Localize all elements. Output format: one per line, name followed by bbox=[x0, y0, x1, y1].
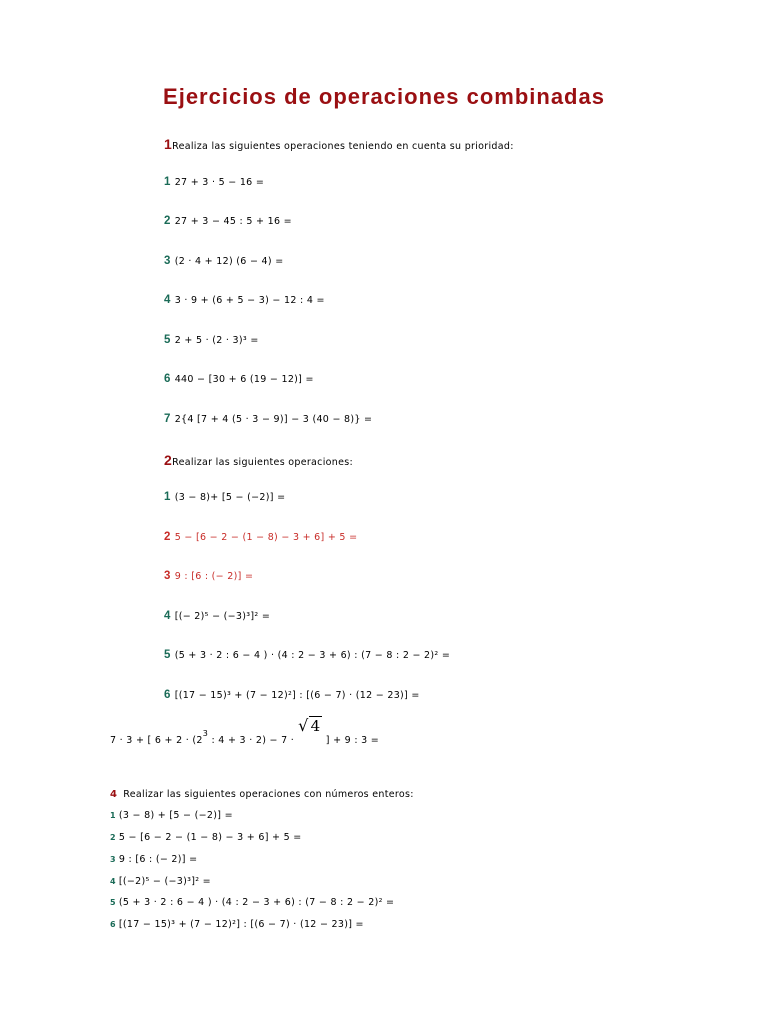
exercise-number: 2 bbox=[110, 833, 116, 842]
section2-instruction: Realizar las siguientes operaciones: bbox=[172, 457, 353, 468]
section4-number: 4 bbox=[110, 789, 118, 800]
exercise-1-1 bbox=[164, 176, 264, 188]
exercise-number: 6 bbox=[110, 920, 116, 929]
exercise-expression: [(−2)⁵ − (−3)³]² = bbox=[118, 876, 211, 887]
exercise-expression: 9 : [6 : (− 2)] = bbox=[118, 854, 198, 865]
exercise-expression: (3 − 8)+ [5 − (−2)] = bbox=[174, 492, 286, 503]
exercise-number: 6 bbox=[164, 689, 171, 701]
exercise-number: 3 bbox=[164, 570, 171, 582]
exercise-number: 4 bbox=[110, 877, 116, 886]
square-root bbox=[298, 716, 322, 735]
section2-number: 2 bbox=[164, 452, 173, 468]
exercise-number: 4 bbox=[164, 610, 171, 622]
exercise-2-6 bbox=[164, 689, 420, 701]
section2-heading bbox=[164, 452, 353, 468]
exercise-4-6 bbox=[110, 919, 364, 930]
equation-part-2: : 4 + 3 · 2) − 7 · bbox=[208, 735, 295, 746]
radicand: 4 bbox=[310, 717, 321, 735]
equation-with-root bbox=[110, 716, 380, 748]
exercise-number: 7 bbox=[164, 413, 171, 425]
section4-instruction: Realizar las siguientes operaciones con números enteros: bbox=[123, 789, 414, 800]
exercise-number: 5 bbox=[164, 334, 171, 346]
equation-part-1: 7 · 3 + [ 6 + 2 · (2 bbox=[110, 735, 203, 746]
section1-heading bbox=[164, 136, 514, 152]
exercise-number: 5 bbox=[164, 649, 171, 661]
exercise-expression: 5 − [6 − 2 − (1 − 8) − 3 + 6] + 5 = bbox=[118, 832, 302, 843]
exercise-1-3 bbox=[164, 255, 283, 267]
exercise-expression: (5 + 3 · 2 : 6 − 4 ) · (4 : 2 − 3 + 6) : (7 − 8 : 2 − 2)² = bbox=[118, 897, 395, 908]
exercise-expression: 5 − [6 − 2 − (1 − 8) − 3 + 6] + 5 = bbox=[174, 532, 358, 543]
exercise-1-2 bbox=[164, 215, 292, 227]
exercise-2-4 bbox=[164, 610, 270, 622]
exercise-number: 4 bbox=[164, 294, 171, 306]
exercise-2-2 bbox=[164, 531, 357, 543]
exercise-expression: 27 + 3 − 45 : 5 + 16 = bbox=[174, 216, 292, 227]
section1-number: 1 bbox=[164, 136, 173, 152]
exercise-number: 3 bbox=[110, 855, 116, 864]
exercise-expression: [(17 − 15)³ + (7 − 12)²] : [(6 − 7) · (12 − 23)] = bbox=[174, 690, 420, 701]
exercise-4-3 bbox=[110, 854, 197, 865]
exercise-expression: [(17 − 15)³ + (7 − 12)²] : [(6 − 7) · (12 − 23)] = bbox=[118, 919, 364, 930]
exercise-4-2 bbox=[110, 832, 302, 843]
exercise-4-4 bbox=[110, 876, 211, 887]
exercise-expression: 27 + 3 · 5 − 16 = bbox=[174, 177, 265, 188]
exercise-number: 2 bbox=[164, 215, 171, 227]
exercise-number: 3 bbox=[164, 255, 171, 267]
exercise-4-1 bbox=[110, 810, 233, 821]
radical-sign: √ bbox=[298, 716, 309, 735]
exercise-number: 1 bbox=[164, 176, 171, 188]
exercise-number: 6 bbox=[164, 373, 171, 385]
exercise-2-3 bbox=[164, 570, 253, 582]
exercise-1-6 bbox=[164, 373, 314, 385]
exercise-expression: (2 · 4 + 12) (6 − 4) = bbox=[174, 256, 284, 267]
exercise-expression: [(− 2)⁵ − (−3)³]² = bbox=[174, 611, 271, 622]
section4-heading bbox=[110, 789, 414, 800]
exercise-expression: 440 − [30 + 6 (19 − 12)] = bbox=[174, 374, 314, 385]
exercise-number: 1 bbox=[110, 811, 116, 820]
exercise-2-5 bbox=[164, 649, 450, 661]
exercise-number: 2 bbox=[164, 531, 171, 543]
exercise-1-4 bbox=[164, 294, 325, 306]
page-title: Ejercicios de operaciones combinadas bbox=[163, 84, 605, 109]
exercise-expression: (5 + 3 · 2 : 6 − 4 ) · (4 : 2 − 3 + 6) : (7 − 8 : 2 − 2)² = bbox=[174, 650, 451, 661]
exercise-2-1 bbox=[164, 491, 285, 503]
exercise-4-5 bbox=[110, 897, 394, 908]
exercise-expression: 2{4 [7 + 4 (5 · 3 − 9)] − 3 (40 − 8)} = bbox=[174, 414, 373, 425]
equation-exponent: 3 bbox=[202, 728, 209, 738]
exercise-expression: 2 + 5 · (2 · 3)³ = bbox=[174, 335, 259, 346]
equation-part-3: ] + 9 : 3 = bbox=[322, 735, 380, 746]
exercise-expression: 3 · 9 + (6 + 5 − 3) − 12 : 4 = bbox=[174, 295, 325, 306]
exercise-number: 1 bbox=[164, 491, 171, 503]
exercise-1-7 bbox=[164, 413, 372, 425]
exercise-expression: (3 − 8) + [5 − (−2)] = bbox=[118, 810, 233, 821]
exercise-1-5 bbox=[164, 334, 259, 346]
section1-instruction: Realiza las siguientes operaciones teniendo en cuenta su prioridad: bbox=[172, 141, 514, 152]
exercise-number: 5 bbox=[110, 898, 116, 907]
exercise-expression: 9 : [6 : (− 2)] = bbox=[174, 571, 254, 582]
